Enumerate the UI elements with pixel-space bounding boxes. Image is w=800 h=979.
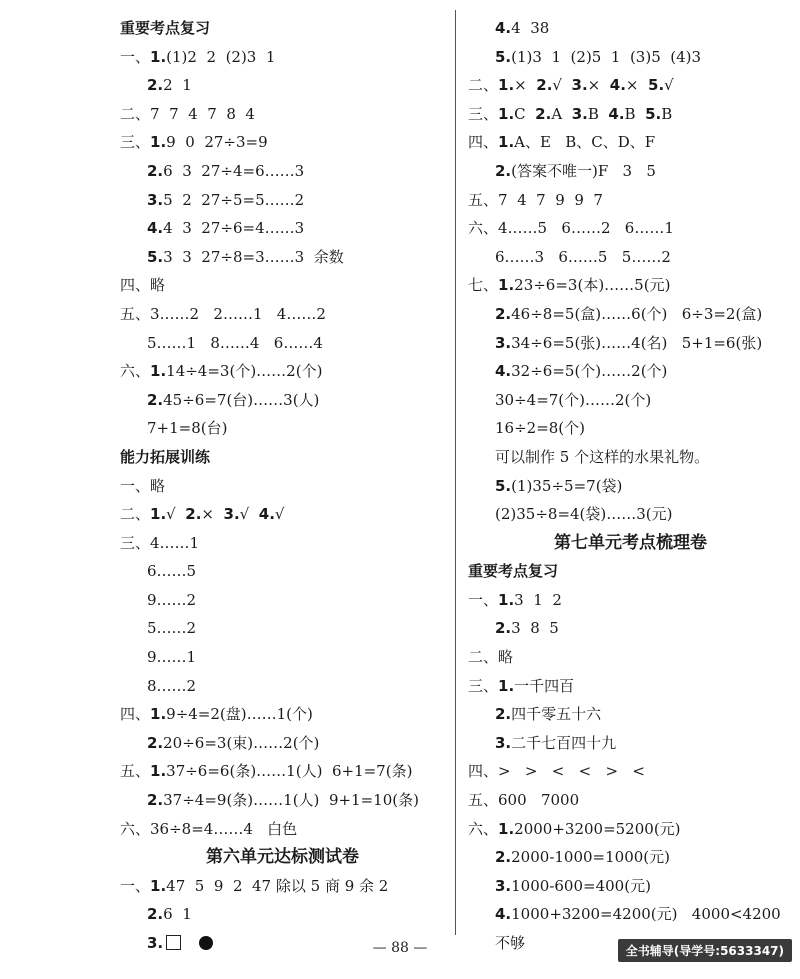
answer-line	[120, 472, 445, 501]
answer-line	[120, 586, 445, 615]
answer-line	[468, 586, 793, 615]
answer-text: 36÷8=4……4 白色	[150, 819, 298, 838]
item-number: 1.	[150, 762, 167, 781]
item-number: 1.	[498, 104, 515, 123]
question-prefix: 五、	[120, 304, 151, 323]
answer-line	[468, 329, 793, 358]
answer-line	[120, 557, 445, 586]
item-number: 1.	[150, 362, 167, 381]
answer-line	[468, 43, 793, 72]
question-prefix: 三、	[468, 676, 499, 695]
answer-text: 37÷6=6(条)……1(人) 6+1=7(条)	[166, 762, 413, 781]
answer-line	[468, 500, 793, 529]
answer-text: 16÷2=8(个)	[495, 419, 586, 438]
item-number: 1.	[150, 705, 167, 724]
answer-text: 5 2 27÷5=5……2	[163, 190, 305, 209]
answer-line	[120, 243, 445, 272]
answer-text: 9……1	[147, 648, 197, 667]
item-number: 3.	[147, 190, 164, 209]
answer-text: 14÷4=3(个)……2(个)	[166, 362, 323, 381]
item-number: 4.	[495, 905, 512, 924]
answer-line	[120, 186, 445, 215]
answer-line	[468, 872, 793, 901]
section-heading: 重要考点复习	[468, 562, 559, 581]
answer-text: √	[239, 505, 259, 524]
answer-line	[120, 900, 445, 929]
answer-line	[120, 786, 445, 815]
answer-line	[120, 529, 445, 558]
question-prefix: 四、	[468, 762, 499, 781]
answer-text: 2000-1000=1000(元)	[511, 848, 671, 867]
item-number: 1.	[150, 505, 167, 524]
answer-text: 6 1	[163, 905, 192, 924]
item-number: 2.	[495, 705, 512, 724]
answer-line	[468, 672, 793, 701]
answer-text: 600 7000	[498, 791, 580, 810]
item-number: 1.	[498, 276, 515, 295]
answer-text: 7 4 7 9 9 7	[498, 190, 603, 209]
question-prefix: 三、	[468, 104, 499, 123]
answer-text: B	[587, 104, 609, 123]
question-prefix: 三、	[120, 533, 151, 552]
item-number: 2.	[185, 505, 202, 524]
answer-line	[120, 700, 445, 729]
answer-line	[120, 214, 445, 243]
answer-text: 一千四百	[514, 676, 575, 695]
question-prefix: 二、	[468, 76, 499, 95]
answer-text: 略	[150, 276, 166, 295]
answer-text: 23÷6=3(本)……5(元)	[514, 276, 671, 295]
answer-text: A、E B、C、D、F	[514, 133, 656, 152]
question-prefix: 一、	[120, 47, 151, 66]
question-prefix: 五、	[468, 791, 499, 810]
item-number: 1.	[498, 76, 515, 95]
question-prefix: 五、	[120, 762, 151, 781]
answer-line	[468, 71, 793, 100]
question-prefix: 五、	[468, 190, 499, 209]
answer-text: C	[514, 104, 536, 123]
answer-line	[468, 271, 793, 300]
page-number: — 88 —	[372, 940, 428, 956]
answer-text: 略	[498, 648, 514, 667]
answer-line	[120, 729, 445, 758]
answer-line	[120, 43, 445, 72]
answer-line	[120, 872, 445, 901]
question-prefix: 二、	[120, 104, 151, 123]
answer-line	[468, 443, 793, 472]
answer-text: (1)35÷5=7(袋)	[511, 476, 623, 495]
item-number: 1.	[498, 133, 515, 152]
answer-line	[468, 214, 793, 243]
question-prefix: 三、	[120, 133, 151, 152]
item-number: 3.	[571, 76, 588, 95]
answer-text: 可以制作 5 个这样的水果礼物。	[495, 447, 710, 466]
item-number: 2.	[536, 76, 553, 95]
answer-line	[120, 414, 445, 443]
right-column	[468, 14, 793, 958]
answer-line	[468, 100, 793, 129]
item-number: 2.	[495, 161, 512, 180]
question-prefix: 六、	[468, 819, 499, 838]
answer-text: 四千零五十六	[511, 705, 602, 724]
answer-line	[120, 357, 445, 386]
item-number: 1.	[150, 133, 167, 152]
answer-text: (1)3 1 (2)5 1 (3)5 (4)3	[511, 47, 702, 66]
question-prefix: 一、	[120, 876, 151, 895]
answer-text: 3 8 5	[511, 619, 559, 638]
question-prefix: 四、	[120, 276, 151, 295]
item-number: 5.	[495, 476, 512, 495]
answer-text: 4……5 6……2 6……1	[498, 219, 674, 238]
answer-text: ×	[201, 505, 224, 524]
item-number: 1.	[150, 876, 167, 895]
item-number: 2.	[147, 905, 164, 924]
answer-text: √	[664, 76, 674, 95]
answer-line	[120, 757, 445, 786]
answer-line	[120, 386, 445, 415]
answer-text: 34÷6=5(张)……4(名) 5+1=6(张)	[511, 333, 763, 352]
answer-text: 5……2	[147, 619, 197, 638]
question-prefix: 七、	[468, 276, 499, 295]
answer-text: 6……5	[147, 562, 197, 581]
item-number: 2.	[147, 733, 164, 752]
footer-badge: 全书辅导(导学号:5633347)	[618, 939, 792, 962]
answer-text: > > < < > <	[498, 762, 645, 781]
answer-line	[468, 14, 793, 43]
answer-line	[120, 329, 445, 358]
answer-text: 8……2	[147, 676, 197, 695]
answer-text: (1)2 2 (2)3 1	[166, 47, 276, 66]
answer-text: 略	[150, 476, 166, 495]
answer-text: 47 5 9 2 47 除以 5 商 9 余 2	[166, 876, 389, 895]
answer-line	[468, 643, 793, 672]
question-prefix: 二、	[468, 648, 499, 667]
item-number: 1.	[498, 590, 515, 609]
answer-line	[468, 386, 793, 415]
question-prefix: 四、	[120, 705, 151, 724]
answer-line	[120, 128, 445, 157]
answer-text: 7+1=8(台)	[147, 419, 228, 438]
answer-line	[468, 128, 793, 157]
answer-line	[468, 472, 793, 501]
question-prefix: 二、	[120, 505, 151, 524]
answer-text: (答案不唯一)F 3 5	[511, 161, 656, 180]
answer-line	[468, 157, 793, 186]
answer-text: A	[551, 104, 572, 123]
answer-text: 1000+3200=4200(元) 4000<4200	[511, 905, 781, 924]
unit-title: 第七单元考点梳理卷	[554, 532, 707, 553]
answer-line	[468, 186, 793, 215]
answer-text: 2000+3200=5200(元)	[514, 819, 681, 838]
answer-text: 32÷6=5(个)……2(个)	[511, 362, 668, 381]
answer-line	[468, 900, 793, 929]
item-number: 3.	[495, 876, 512, 895]
item-number: 4.	[147, 219, 164, 238]
answer-line	[120, 157, 445, 186]
answer-text: √	[274, 505, 285, 524]
answer-line	[468, 414, 793, 443]
answer-text: 9……2	[147, 590, 197, 609]
column-divider	[455, 10, 456, 935]
answer-text: 45÷6=7(台)……3(人)	[163, 390, 320, 409]
answer-text: ×	[587, 76, 610, 95]
answer-line	[468, 300, 793, 329]
answer-line	[468, 786, 793, 815]
section-heading: 重要考点复习	[120, 19, 211, 37]
question-prefix: 六、	[468, 219, 499, 238]
answer-line	[468, 843, 793, 872]
item-number: 2.	[495, 304, 512, 323]
question-prefix: 一、	[468, 590, 499, 609]
answer-text: 2 1	[163, 76, 192, 95]
item-number: 5.	[648, 76, 665, 95]
answer-text: 7 7 4 7 8 4	[150, 104, 255, 123]
item-number: 4.	[258, 505, 275, 524]
answer-text: (2)35÷8=4(袋)……3(元)	[495, 505, 673, 524]
answer-text: 3……2 2……1 4……2	[150, 304, 326, 323]
item-number: 4.	[495, 19, 512, 37]
item-number: 2.	[147, 791, 164, 810]
item-number: 3.	[571, 104, 588, 123]
answer-text: 4 38	[511, 19, 550, 37]
item-number: 1.	[150, 47, 167, 66]
item-number: 2.	[147, 161, 164, 180]
answer-line	[468, 729, 793, 758]
answer-line	[120, 71, 445, 100]
item-number: 2.	[147, 390, 164, 409]
item-number: 1.	[498, 819, 515, 838]
answer-text: 3 1 2	[514, 590, 562, 609]
answer-text: √	[166, 505, 186, 524]
answer-line	[468, 357, 793, 386]
item-number: 4.	[608, 104, 625, 123]
item-number: 3.	[495, 733, 512, 752]
item-number: 5.	[645, 104, 662, 123]
answer-text: B	[661, 104, 673, 123]
answer-line	[120, 100, 445, 129]
answer-line	[468, 815, 793, 844]
answer-line	[120, 643, 445, 672]
item-number: 4.	[609, 76, 626, 95]
answer-text: √	[552, 76, 572, 95]
left-column	[120, 14, 445, 958]
answer-text: ×	[625, 76, 649, 95]
answer-text: 二千七百四十九	[511, 733, 617, 752]
question-prefix: 六、	[120, 819, 151, 838]
answer-line	[120, 815, 445, 844]
answer-line	[120, 300, 445, 329]
answer-line	[468, 757, 793, 786]
answer-text: 37÷4=9(条)……1(人) 9+1=10(条)	[163, 791, 419, 810]
answer-text: B	[624, 104, 646, 123]
answer-line	[468, 614, 793, 643]
item-number: 3.	[223, 505, 240, 524]
answer-text: 4 3 27÷6=4……3	[163, 219, 305, 238]
question-prefix: 六、	[120, 362, 151, 381]
item-number: 3.	[147, 934, 164, 952]
answer-text: 9÷4=2(盘)……1(个)	[166, 705, 313, 724]
unit-title: 第六单元达标测试卷	[206, 847, 359, 868]
answer-text: 20÷6=3(束)……2(个)	[163, 733, 320, 752]
item-number: 5.	[147, 247, 164, 266]
answer-text: 6……3 6……5 5……2	[495, 247, 671, 266]
answer-line	[120, 271, 445, 300]
item-number: 2.	[147, 76, 164, 95]
item-number: 2.	[535, 104, 552, 123]
answer-line	[120, 500, 445, 529]
answer-text: 不够	[495, 934, 526, 952]
item-number: 1.	[498, 676, 515, 695]
answer-line	[120, 614, 445, 643]
answer-text: 1000-600=400(元)	[511, 876, 651, 895]
question-prefix: 一、	[120, 476, 151, 495]
answer-text: 9 0 27÷3=9	[166, 133, 268, 152]
item-number: 2.	[495, 619, 512, 638]
answer-text: ×	[514, 76, 537, 95]
answer-line	[468, 243, 793, 272]
answer-text: 46÷8=5(盒)……6(个) 6÷3=2(盒)	[511, 304, 763, 323]
answer-text: 4……1	[150, 533, 200, 552]
item-number: 4.	[495, 362, 512, 381]
section-heading: 能力拓展训练	[120, 447, 211, 466]
answer-text: 5……1 8……4 6……4	[147, 333, 323, 352]
question-prefix: 四、	[468, 133, 499, 152]
answer-line	[120, 672, 445, 701]
answer-line	[468, 700, 793, 729]
answer-text: 3 3 27÷8=3……3 余数	[163, 247, 344, 266]
item-number: 5.	[495, 47, 512, 66]
answer-text: 6 3 27÷4=6……3	[163, 161, 305, 180]
item-number: 3.	[495, 333, 512, 352]
item-number: 2.	[495, 848, 512, 867]
answer-text: 30÷4=7(个)……2(个)	[495, 390, 652, 409]
